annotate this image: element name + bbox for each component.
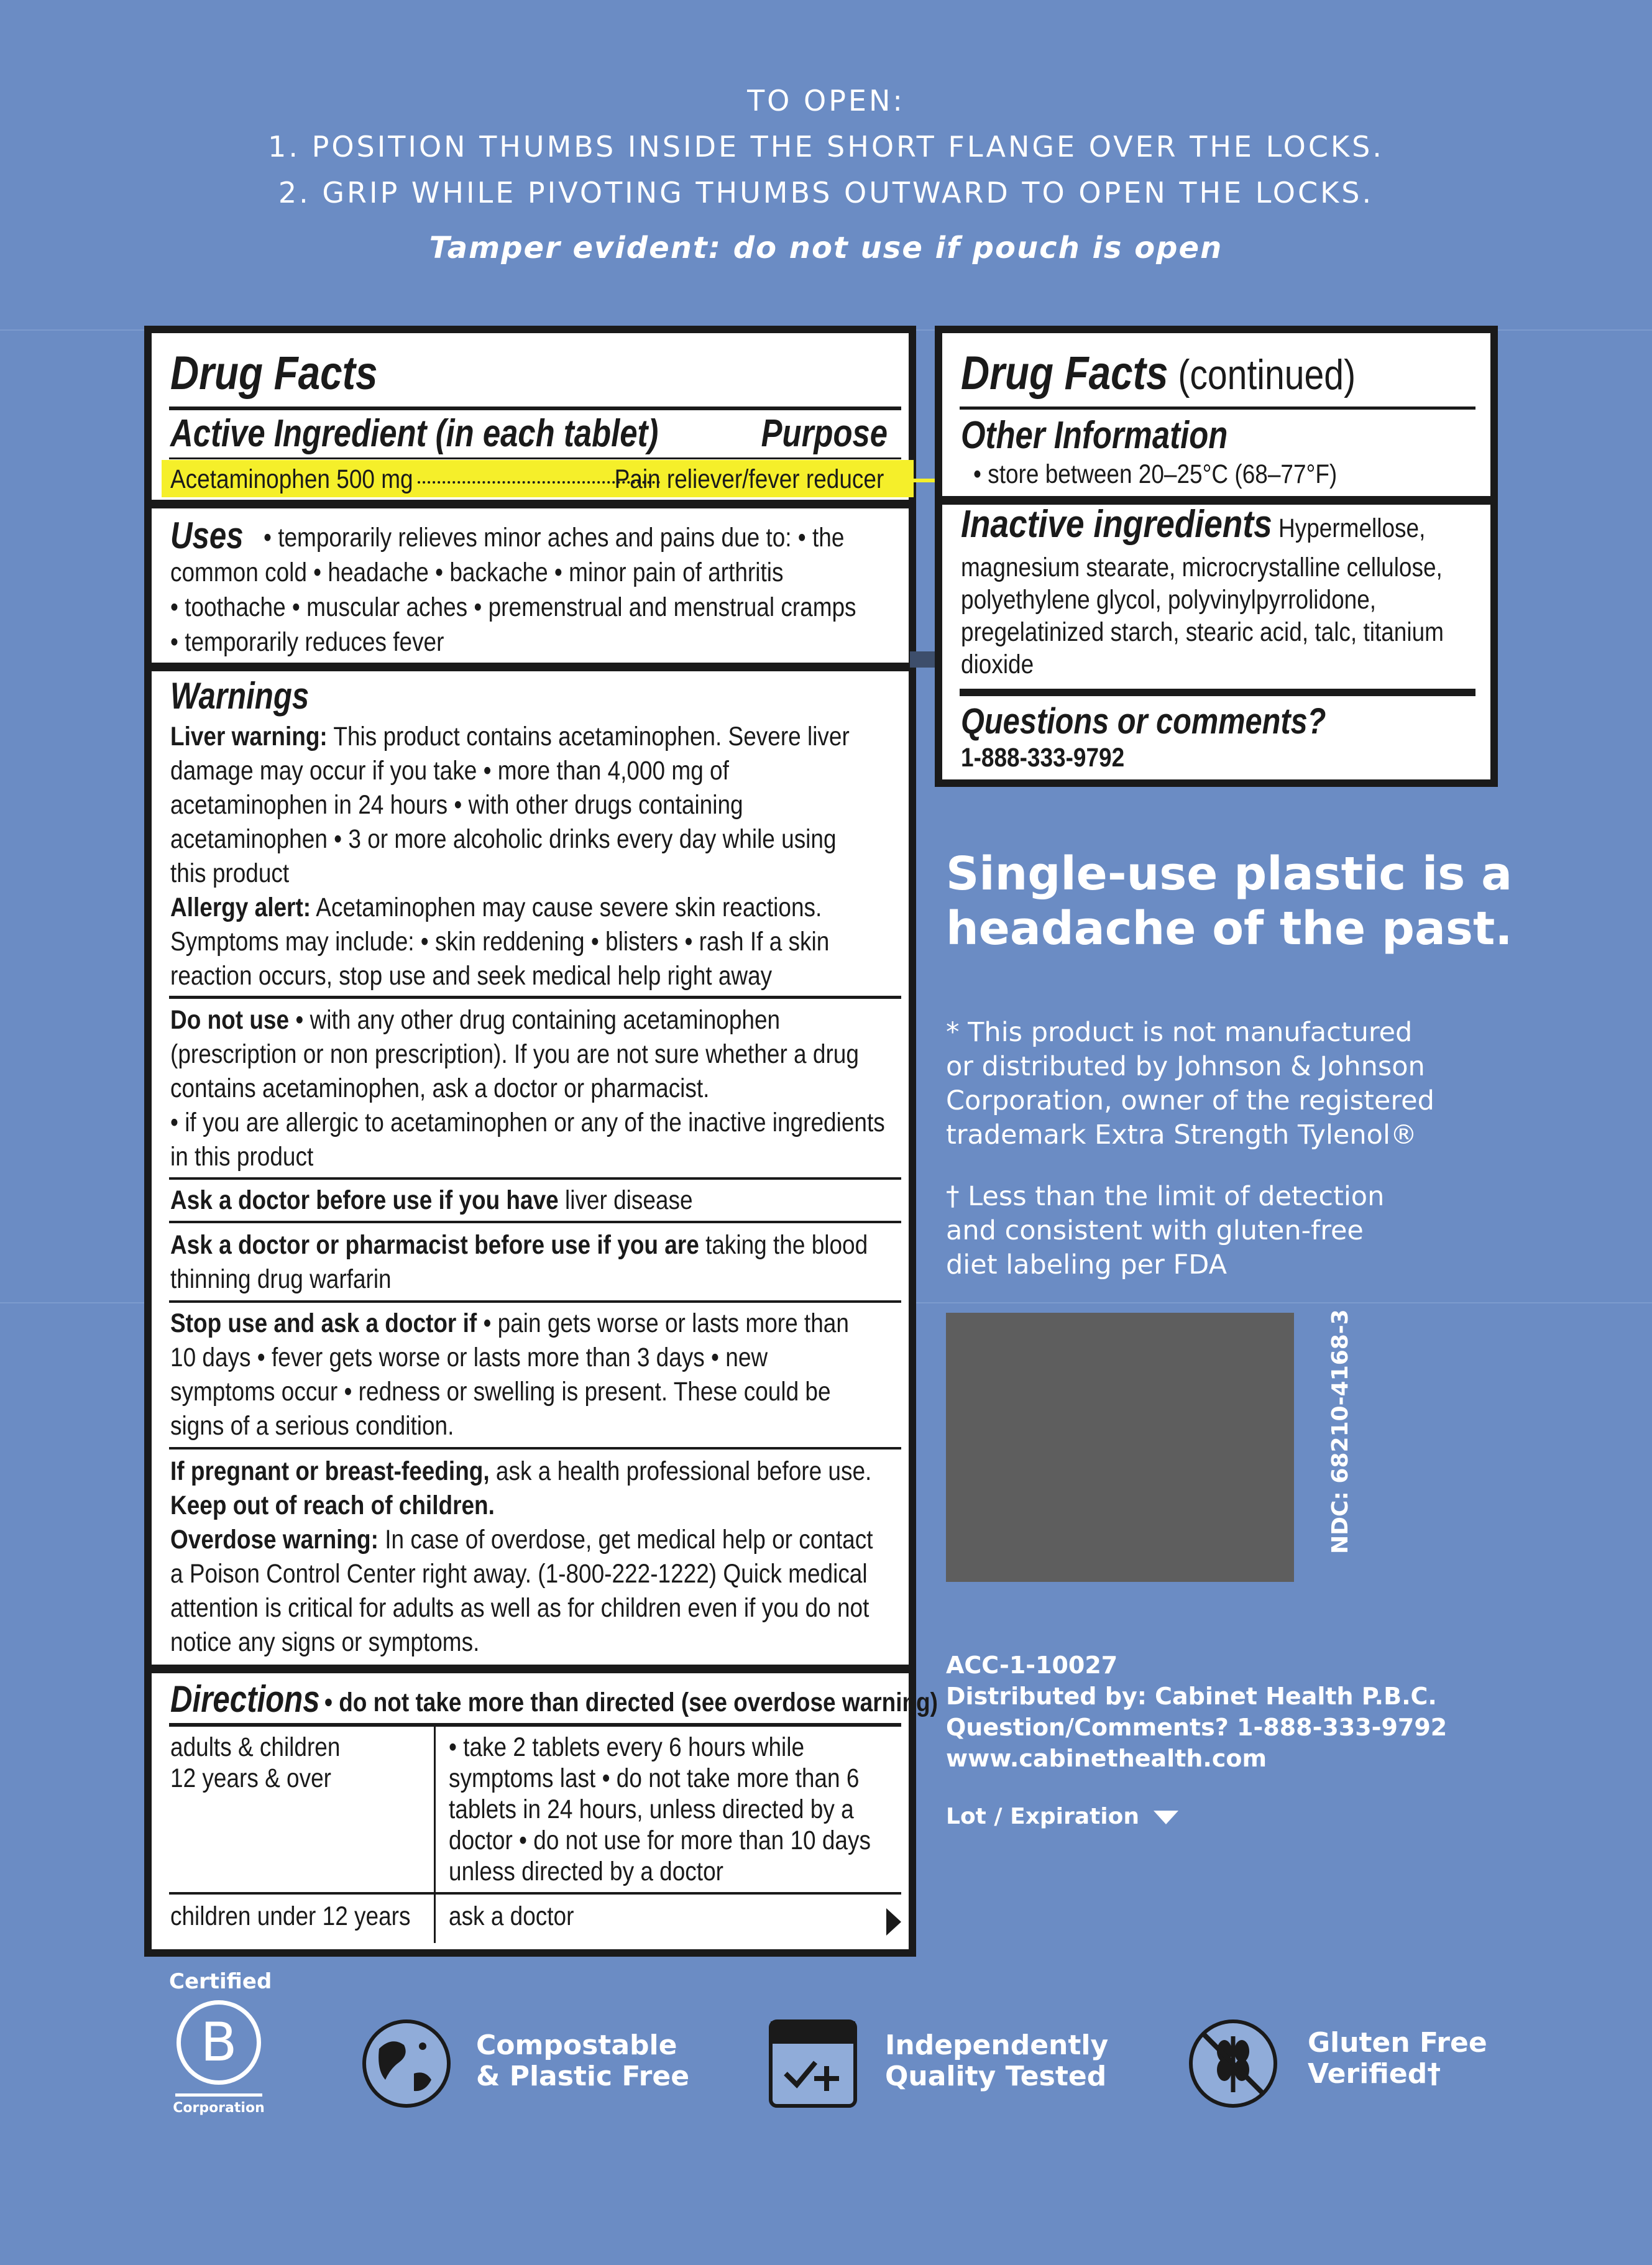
gluten-free-label-line: Gluten Free xyxy=(1308,2027,1487,2059)
quality-tested-label-line: Quality Tested xyxy=(885,2061,1107,2092)
liver-warning-label: Liver warning: xyxy=(170,722,328,751)
allergy-line: reaction occurs, stop use and seek medical help right away xyxy=(170,961,773,991)
drug-facts-panel xyxy=(144,326,938,1957)
opening-instructions xyxy=(0,78,1652,265)
compostable-label xyxy=(476,2030,689,2092)
uses-line: • toothache • muscular aches • premenstrual and menstrual cramps xyxy=(170,592,856,622)
do-not-use-label: Do not use xyxy=(170,1005,290,1035)
uses-line: common cold • headache • backache • minor pain of arthritis xyxy=(170,558,784,587)
do-not-use-line: • if you are allergic to acetaminophen or any of the inactive ingredients xyxy=(170,1108,885,1137)
stop-use xyxy=(170,1307,849,1341)
ask-doctor xyxy=(170,1183,693,1218)
dosage-group: 12 years & over xyxy=(170,1763,331,1793)
liver-warning-line: acetaminophen • 3 or more alcoholic drinks every day while using xyxy=(170,824,837,854)
dosage-line: symptoms last • do not take more than 6 xyxy=(449,1763,860,1793)
gluten-free-label xyxy=(1308,2028,1487,2090)
drug-facts-continued-panel xyxy=(935,326,1498,787)
purpose-text: Pain reliever/fever reducer xyxy=(614,464,884,494)
stop-use-line: 10 days • fever gets worse or lasts more than 3 days • new xyxy=(170,1343,768,1372)
allergy-alert-label: Allergy alert: xyxy=(170,893,311,922)
inactive-ingredients-heading: Inactive ingredients xyxy=(961,503,1272,546)
stop-use-line: signs of a serious condition. xyxy=(170,1411,454,1441)
inactive-line: dioxide xyxy=(961,650,1034,679)
ask-doctor-text: liver disease xyxy=(558,1185,693,1215)
globe-icon xyxy=(360,2018,452,2110)
headline-line: headache of the past. xyxy=(946,902,1513,955)
dosage-group: children under 12 years xyxy=(170,1901,411,1931)
headline xyxy=(946,847,1512,956)
inactive-line: pregelatinized starch, stearic acid, talc, titanium xyxy=(961,617,1444,647)
gluten-free-icon xyxy=(1187,2018,1279,2110)
gluten-note-line: and consistent with gluten-free xyxy=(946,1215,1364,1246)
lot-expiration xyxy=(946,1801,1178,1832)
directions-note: • do not take more than directed (see overdose warning) xyxy=(324,1688,938,1717)
bcorp-rule xyxy=(175,2093,262,2097)
rule xyxy=(169,996,901,999)
gluten-note xyxy=(946,1180,1384,1282)
rule xyxy=(169,1300,901,1303)
continued-title xyxy=(961,347,1356,402)
liver-warning xyxy=(170,720,850,754)
table-divider xyxy=(434,1727,436,1943)
quality-tested-icon xyxy=(767,2018,859,2110)
dosage-group: adults & children xyxy=(170,1732,341,1762)
ask-pharmacist-label: Ask a doctor or pharmacist before use if you are xyxy=(170,1230,699,1260)
do-not-use-line: (prescription or non prescription). If you are not sure whether a drug xyxy=(170,1039,859,1069)
overdose-warning xyxy=(170,1523,873,1557)
do-not-use-text: • with any other drug containing acetaminophen xyxy=(289,1005,781,1035)
do-not-use-line: contains acetaminophen, ask a doctor or pharmacist. xyxy=(170,1073,710,1103)
ask-pharmacist-text: taking the blood xyxy=(699,1230,868,1260)
rule xyxy=(169,457,901,459)
stop-use-text: • pain gets worse or lasts more than xyxy=(477,1308,849,1338)
gluten-note-line: † Less than the limit of detection xyxy=(946,1181,1385,1212)
dosage-line: ask a doctor xyxy=(449,1901,574,1931)
continued-title-suffix: (continued) xyxy=(1168,351,1356,398)
open-step-2: 2. GRIP WHILE PIVOTING THUMBS OUTWARD TO OPEN THE LOCKS. xyxy=(278,176,1374,209)
warnings-heading: Warnings xyxy=(170,675,310,717)
tamper-evident-note: Tamper evident: do not use if pouch is open xyxy=(429,231,1223,265)
ask-pharmacist-line: thinning drug warfarin xyxy=(170,1264,392,1294)
active-ingredient-heading: Active Ingredient (in each tablet) xyxy=(170,412,659,455)
liver-warning-text: This product contains acetaminophen. Severe liver xyxy=(327,722,850,751)
allergy-alert-text: Acetaminophen may cause severe skin reactions. xyxy=(311,893,822,922)
uses-line: • temporarily reduces fever xyxy=(170,627,444,657)
overdose-label: Overdose warning: xyxy=(170,1525,379,1555)
rule-thick xyxy=(152,500,909,508)
rule xyxy=(169,1221,901,1223)
inactive-ingredients-text: Hypermellose, xyxy=(1272,513,1426,543)
dosage-line: doctor • do not use for more than 10 days xyxy=(449,1826,871,1855)
panel-tab xyxy=(910,651,937,668)
do-not-use-line: in this product xyxy=(170,1142,314,1172)
compostable-label-line: & Plastic Free xyxy=(476,2061,690,2092)
stop-use-label: Stop use and ask a doctor if xyxy=(170,1308,477,1338)
continued-title-main: Drug Facts xyxy=(961,347,1168,400)
allergy-alert xyxy=(170,891,822,925)
inactive-line: magnesium stearate, microcrystalline cellulose, xyxy=(961,553,1443,582)
purpose-heading: Purpose xyxy=(761,412,888,455)
overdose-line: attention is critical for adults as well as for children even if you do not xyxy=(170,1593,870,1623)
questions-heading: Questions or comments? xyxy=(961,701,1326,742)
uses-heading: Uses xyxy=(170,515,244,556)
quality-tested-label xyxy=(885,2030,1108,2092)
rule-thick xyxy=(152,663,909,671)
inactive-ingredients xyxy=(961,503,1426,546)
drug-facts-title: Drug Facts xyxy=(170,347,378,400)
ask-doctor-label: Ask a doctor before use if you have xyxy=(170,1185,559,1215)
bcorp-certified: Certified xyxy=(169,1969,272,1994)
do-not-use xyxy=(170,1003,780,1037)
trademark-note-line: Corporation, owner of the registered xyxy=(946,1085,1434,1116)
rule xyxy=(960,407,1475,410)
distributor-name: Distributed by: Cabinet Health P.B.C. xyxy=(946,1683,1437,1710)
bcorp-badge xyxy=(169,1969,272,2116)
trademark-note xyxy=(946,1016,1434,1152)
uses-line: • temporarily relieves minor aches and pains due to: • the xyxy=(264,523,845,553)
distributor-website[interactable]: www.cabinethealth.com xyxy=(946,1745,1267,1772)
product-code: ACC-1-10027 xyxy=(946,1652,1118,1679)
pregnancy-warning xyxy=(170,1454,871,1489)
barcode-placeholder xyxy=(946,1313,1294,1582)
storage-info: • store between 20–25°C (68–77°F) xyxy=(973,459,1338,489)
rule xyxy=(169,1723,901,1727)
bcorp-letter: B xyxy=(200,2011,237,2074)
overdose-line: a Poison Control Center right away. (1-800-222-1222) Quick medical xyxy=(170,1559,868,1589)
rule xyxy=(169,1177,901,1180)
liver-warning-line: acetaminophen in 24 hours • with other drugs containing xyxy=(170,790,743,820)
compostable-label-line: Compostable xyxy=(476,2029,677,2061)
open-step-1: 1. POSITION THUMBS INSIDE THE SHORT FLANGE OVER THE LOCKS. xyxy=(268,130,1384,163)
pregnancy-text: ask a health professional before use. xyxy=(489,1456,872,1486)
distributor-info xyxy=(946,1650,1447,1774)
trademark-note-line: or distributed by Johnson & Johnson xyxy=(946,1051,1425,1082)
headline-line: Single-use plastic is a xyxy=(946,847,1513,901)
distributor-phone: Question/Comments? 1-888-333-9792 xyxy=(946,1714,1448,1741)
continue-arrow-icon xyxy=(886,1908,901,1936)
overdose-line: notice any signs or symptoms. xyxy=(170,1627,480,1657)
trademark-note-line: * This product is not manufactured xyxy=(946,1017,1413,1048)
liver-warning-line: this product xyxy=(170,858,290,888)
gluten-note-line: diet labeling per FDA xyxy=(946,1249,1227,1280)
pregnancy-label: If pregnant or breast-feeding, xyxy=(170,1456,490,1486)
directions-heading: Directions xyxy=(170,1678,320,1720)
gluten-free-label-line: Verified† xyxy=(1308,2058,1441,2090)
allergy-line: Symptoms may include: • skin reddening • blisters • rash If a skin xyxy=(170,927,830,957)
active-ingredient: Acetaminophen 500 mg xyxy=(170,464,413,494)
other-information-heading: Other Information xyxy=(961,414,1228,457)
rule xyxy=(169,1892,901,1895)
ndc-number: NDC: 68210-4168-3 xyxy=(1328,1309,1353,1554)
rule xyxy=(169,1447,901,1450)
dosage-line: tablets in 24 hours, unless directed by a xyxy=(449,1794,854,1824)
stop-use-line: symptoms occur • redness or swelling is present. These could be xyxy=(170,1377,831,1407)
arrow-down-icon xyxy=(1154,1811,1178,1824)
to-open-heading: TO OPEN: xyxy=(747,84,905,117)
rule-thick xyxy=(960,689,1475,696)
quality-tested-label-line: Independently xyxy=(885,2029,1109,2061)
bcorp-corporation: Corporation xyxy=(173,2100,265,2116)
dosage-line: • take 2 tablets every 6 hours while xyxy=(449,1732,805,1762)
questions-phone: 1-888-333-9792 xyxy=(961,743,1125,773)
liver-warning-line: damage may occur if you take • more than 4,000 mg of xyxy=(170,756,729,786)
overdose-text: In case of overdose, get medical help or contact xyxy=(378,1525,873,1555)
trademark-note-line: trademark Extra Strength Tylenol® xyxy=(946,1119,1417,1151)
rule-thick xyxy=(152,1665,909,1673)
bcorp-icon xyxy=(177,2000,261,2085)
keep-out-of-reach: Keep out of reach of children. xyxy=(170,1491,495,1520)
lot-expiration-label: Lot / Expiration xyxy=(946,1804,1139,1829)
ask-pharmacist xyxy=(170,1228,868,1262)
inactive-line: polyethylene glycol, polyvinylpyrrolidone, xyxy=(961,585,1377,615)
dosage-line: unless directed by a doctor xyxy=(449,1857,723,1886)
